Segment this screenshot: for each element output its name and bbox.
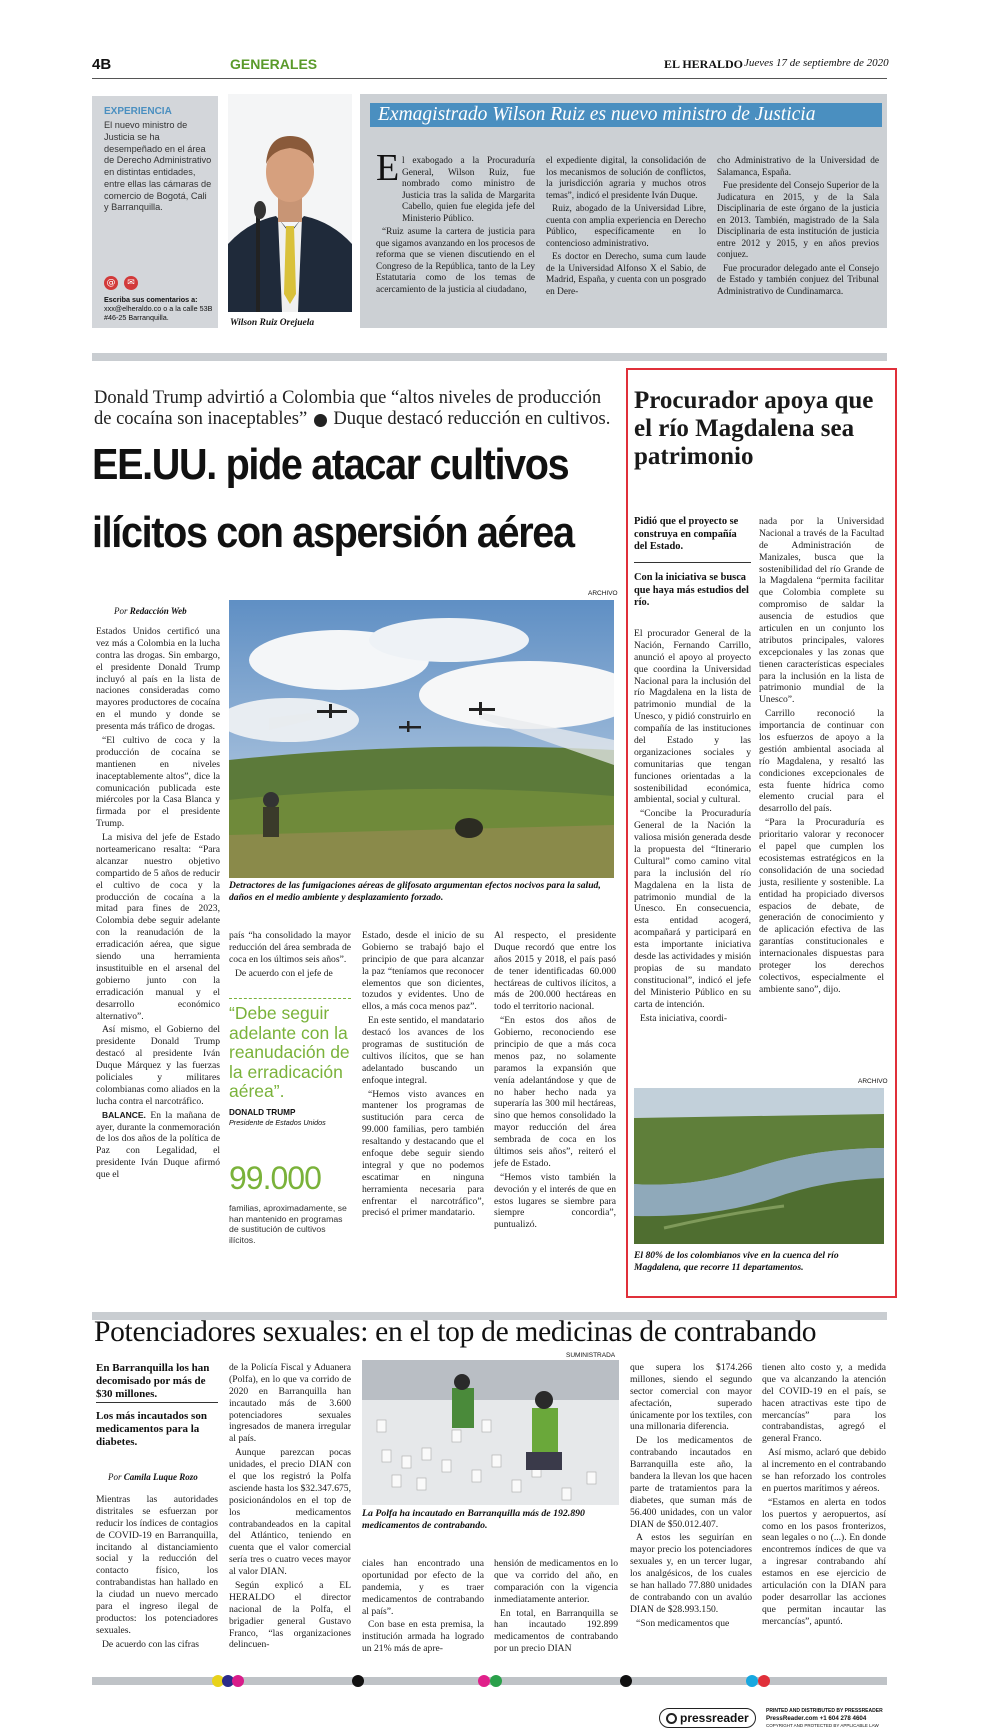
- box-photo-caption: El 80% de los colombianos vive en la cuenca del río Magdalena, que recorre 11 departamentos.: [634, 1250, 839, 1273]
- quote-rule: [229, 998, 351, 999]
- registration-dot-black: [352, 1675, 364, 1687]
- pressreader-icon: [666, 1713, 677, 1724]
- bottom-col3: ciales han encontrado una oportunidad por efecto de la pandemia, y es traer medicamentos de contrabando al país”. Con base en esta premisa, la institución armada ha logrado un 21% más de apre-: [362, 1558, 484, 1655]
- box-col1: El procurador General de la Nación, Fernando Carrillo, anunció el apoyo al proyecto que coordina la Universidad Nacional para la inclusión del río Magdalena en la lista de patrimonio mundial de la Unesco, y pidió construirlo en compañía de las instituciones del Estado y las organizaciones sociales y comunitarias que tengan funciones orientadas a la sostenibilidad económica, ambiental, social y cultural. “Concibe la Procuraduría General de la Nación la valiosa misión generada desde la propuesta del “Itinerario Cultural” como camino vital para la inclusión del río Magdalena en la lista de patrimonio mundial de la Unesco. En consecuencia, esta entidad acogerá, acompañará y participará en esta importante iniciativa desde las actividades y misión propias de su mandato constitucional”, indicó el jefe del Ministerio Público en su carta de intención. Esta iniciativa, coordi-: [634, 628, 751, 1024]
- bottom-headline: Potenciadores sexuales: en el top de medicinas de contrabando: [94, 1316, 817, 1348]
- page-number: 4B: [92, 56, 112, 73]
- masthead: EL HERALDO: [664, 57, 744, 71]
- pressreader-line3: COPYRIGHT AND PROTECTED BY APPLICABLE LAW: [766, 1723, 879, 1728]
- sidebar-text: El nuevo ministro de Justicia se ha desempeñado en el área de Derecho Administrativo en distintas entidades, entre ellas las cámaras de comercio de Bogotá, Cali y Barranquilla.: [104, 120, 212, 213]
- main-photo-caption: Detractores de las fumigaciones aéreas de glifosato argumentan efectos nocivos para la salud, daños en el medio ambiente y desplazamiento forzado.: [229, 880, 601, 903]
- registration-dot-green: [490, 1675, 502, 1687]
- box-sub-rule: [634, 562, 751, 563]
- seized-medicine-photo: [362, 1360, 619, 1505]
- stat-number: 99.000: [229, 1160, 321, 1196]
- spray-planes-photo: [229, 600, 614, 878]
- top-story-col3: cho Administrativo de la Universidad de Salamanca, España. Fue presidente del Consejo Superior de la Judicatura en 2015, y de la Sala Disciplinaria de este órgano de la justicia en 2013. También, magistrado de la Sala Disciplinaria de esta institución de justicia entre 2012 y 2015, y en años previos conjuez. Fue procurador delegado ante el Consejo de Estado y también conjuez del Tribunal Administrativo de Cundinamarca.: [717, 156, 879, 297]
- bottom-sub1: En Barranquilla los han decomisado por más de $30 millones.: [96, 1362, 210, 1401]
- quote-author: DONALD TRUMP: [229, 1108, 296, 1117]
- header-rule: [92, 78, 887, 79]
- top-story-col2: el expediente digital, la consolidación de los mecanismos de solución de conflictos, la jurisdicción agraria y muchos otros temas”, indicó el presidente Iván Duque. Ruiz, abogado de la Universidad Libre, cuenta con amplia experiencia en Derecho Público, específicamente en lo contencioso administrativo. Es doctor en Derecho, suma cum laude de la Universidad Alfonso X el Sabio, de Madrid, España, y cuenta con un posgrado en Dere-: [546, 156, 706, 297]
- main-headline-1: EE.UU. pide atacar cultivos: [92, 440, 569, 489]
- registration-dot-black-2: [620, 1675, 632, 1687]
- sidebar-kicker: EXPERIENCIA: [104, 106, 172, 117]
- section-divider-1: [92, 353, 887, 361]
- main-col2: país “ha consolidado la mayor reducción del área sembrada de coca en los últimos seis años”. De acuerdo con el jefe de: [229, 930, 351, 979]
- section-label: GENERALES: [230, 56, 318, 72]
- box-headline: Procurador apoya que el río Magdalena sea patrimonio: [634, 387, 874, 470]
- bottom-photo-caption: La Polfa ha incautado en Barranquilla más de 192.890 medicamentos de contrabando.: [362, 1508, 585, 1532]
- stat-text: familias, aproximadamente, se han mantenido en programas de sustitución de cultivos ilícitos.: [229, 1203, 347, 1245]
- box-sub1: Pidió que el proyecto se construya en compañía del Estado.: [634, 516, 739, 553]
- registration-dot-cyan: [746, 1675, 758, 1687]
- bottom-sub-rule: [96, 1402, 218, 1403]
- bottom-col6: tienen alto costo y, a medida que va alcanzando la atención del COVID-19 en el país, se hacen atractivas este tipo de mercancías” para los contrabandistas, agregó el general Franco. Así mismo, aclaró que debido al incremento en el contrabando se han reforzado los controles en puertos marítimos y aéreos. “Estamos en alerta en todos los puertos y aeropuertos, así como en los pasos fronterizos, sean legales o no (...). En donde encontremos índices de que va a ingresar contrabando ahí estamos en ese ejercicio de articulación con la DIAN para poder desarrollar las acciones que permitan incautar las mercancías”, apuntó.: [762, 1362, 886, 1627]
- issue-date: Jueves 17 de septiembre de 2020: [744, 57, 889, 69]
- box-photo-credit: ARCHIVO: [858, 1078, 888, 1085]
- bullet-icon: [314, 414, 327, 427]
- bottom-photo-credit: SUMINISTRADA: [566, 1352, 616, 1359]
- email-icon: @: [104, 276, 118, 290]
- main-col4: Al respecto, el presidente Duque recordó que entre los años 2015 y 2018, el país pasó de tener identificadas 60.000 hectáreas de cultivos ilícitos, a más de 200.000 hectáreas en todo el territorio nacional. “En estos dos años de Gobierno, reconociendo ese principio de que a más coca menos paz, no solamente paramos la expansión que venía adelantándose y que de no haber hecho nada ya superaría las 300 mil hectáreas, sino que hemos consolidado la mayor reducción del área sembrada de coca en los últimos seis años”, reiteró el jefe de Estado. “Hemos visto también la devoción y el interés de que en estos lugares se siembre para siempre concordia”, puntualizó.: [494, 930, 616, 1231]
- bottom-col1: Mientras las autoridades distritales se esfuerzan por reducir los índices de contagios de COVID-19 en Barranquilla, incitando al distanciamiento social y la reducción del contacto físico, los contrabandistas han hallado en la ciudad un nuevo mercado para el ingreso ilegal de productos: los potenciadores sexuales. De acuerdo con las cifras: [96, 1494, 218, 1650]
- box-sub2: Con la iniciativa se busca que haya más estudios del río.: [634, 572, 749, 609]
- quote-role: Presidente de Estados Unidos: [229, 1118, 326, 1127]
- river-photo: [634, 1088, 884, 1244]
- top-story-headline: Exmagistrado Wilson Ruiz es nuevo ministro de Justicia: [370, 103, 882, 127]
- minister-photo: [228, 94, 352, 312]
- bottom-col2: de la Policía Fiscal y Aduanera (Polfa), en lo que va corrido de 2020 en Barranquilla han incautado más de 3.600 potenciadores sexuales ingresados de manera irregular al país. Aunque parezcan pocas unidades, el precio DIAN con el que los registró la Polfa asciende hasta los $32.347.675, posicionándolos en el top de los medicamentos contrabandeados en la capital del Atlántico, teniendo en cuenta que el valor comercial sería tres o cuatro veces mayor al valor DIAN. Según explicó a EL HERALDO el director nacional de la Polfa, el brigadier general Gustavo Franco, “las organizaciones delincuen-: [229, 1362, 351, 1651]
- main-deck: Donald Trump advirtió a Colombia que “altos niveles de producción de cocaína son inaceptables” Duque destacó reducción en cultivos.: [94, 388, 611, 430]
- box-col2: nada por la Universidad Nacional a través de la Facultad de Administración de Manizales, busca que la sostenibilidad del río Grande de la Magdalena “permita facilitar que Colombia complete su compromiso de saldar la ausencia de estudios que articulen en un conjunto los atributos principales, valores excepcionales y las zonas que tienen características especiales para la inclusión en la lista de patrimonio mundial de la Unesco”. Carrillo reconoció la importancia de continuar con los esfuerzos de apoyo a la gestión ambiental asociada al río Magdalena, y resaltó las condiciones excepcionales de esta fuente hídrica como elemento crucial para el desarrollo del país. “Para la Procuraduría es prioritario valorar y reconocer el papel que cumplen los ecosistemas estratégicos en la consolidación de una sociedad justa, resiliente y sostenible. La entidad ha propiciado diversos espacios de debate, de generación de conocimiento y de aplicación efectiva de las garantías constitucionales e internacionales dispuestas para proteger los derechos colectivos, especialmente el ambiente sano”, dijo.: [759, 516, 884, 995]
- bottom-col5: que supera los $174.266 millones, siendo el segundo sector comercial con mayor afectación, superado únicamente por los textiles, con una millonaria diferencia. De los medicamentos de contrabando incautados en Barranquilla este año, la bandera la llevan los que hacen parte de tratamientos para la diabetes, que suman más de 56.400 unidades, con un valor DIAN de $50.012.407. A estos les seguirían en mayor precio los potenciadores sexuales y, en un tercer lugar, los analgésicos, de los cuales se han hallado 77.880 unidades de contrabando con un avalúo DIAN de $28.993.150. “Son medicamentos que: [630, 1362, 752, 1629]
- pressreader-logo: pressreader: [659, 1708, 756, 1728]
- comments-title: Escriba sus comentarios a:: [104, 295, 198, 304]
- main-col1: Estados Unidos certificó una vez más a Colombia en la lucha contra las drogas. Sin embargo, el presidente Donald Trump incluyó al país en la lista de naciones consideradas como mayores productores de cocaína en el mundo y donde se presenta más tráfico de drogas. “El cultivo de coca y la producción de cocaína se mantienen en niveles inaceptablemente altos”, dice la comunicación publicada este miércoles por la Casa Blanca y firmada por el presidente Trump. La misiva del jefe de Estado norteamericano resalta: “Para alcanzar nuestro objetivo compartido de 5 años de reducir el cultivo de coca y la producción de cocaína a la mitad para fines de 2023, Colombia debe seguir adelante con la reanudación de la erradicación aérea, que sigue siendo una herramienta insustituible en el arsenal del gobierno junto con la erradicación manual y el desarrollo económico alternativo”. Así mismo, el Gobierno del presidente Donald Trump destacó al presidente Iván Duque Márquez y las fuerzas policiales y militares colombianas como aliados en la lucha contra el narcotráfico. BALANCE. En la mañana de ayer, durante la conmemoración de los dos años de la política de Paz con Legalidad, el presidente Iván Duque afirmó que el: [96, 626, 220, 1181]
- comments-address: xxx@elheraldo.co o a la calle 53B #46-25 Barranquilla.: [104, 304, 213, 322]
- byline: Por Redacción Web: [114, 606, 187, 616]
- photo-credit: ARCHIVO: [588, 590, 618, 597]
- registration-dot-pink: [478, 1675, 490, 1687]
- registration-dot-red: [758, 1675, 770, 1687]
- mail-icon: ✉: [124, 276, 138, 290]
- pressreader-line2: PressReader.com +1 604 278 4604: [766, 1715, 867, 1722]
- bottom-col4: hensión de medicamentos en lo que va corrido del año, en comparación con la vigencia inmediatamente anterior. En total, en Barranquilla se han incautado 192.899 medicamentos de contrabando por un precio DIAN: [494, 1558, 618, 1655]
- dropcap: E: [376, 147, 400, 189]
- main-headline-2: ilícitos con aspersión aérea: [92, 508, 574, 557]
- registration-dot-magenta: [232, 1675, 244, 1687]
- main-col3: Estado, desde el inicio de su Gobierno se trabajó bajo el principio de que para alcanzar la paz “teníamos que reconocer elementos que son dicientes, tozudos y evidentes. Uno de ellos, a más coca menos paz”. En este sentido, el mandatario destacó los avances de los programas de sustitución de cultivos ilícitos, que se han adelantado buscando un enfoque integral. “Hemos visto avances en mantener los programas de sustitución para cerca de 99.000 familias, pero también resaltando y destacando que el enfoque debe seguir siendo integral y que no podemos escatimar en ninguna herramienta necesaria para enfrentar el narcotráfico”, precisó el primer mandatario.: [362, 930, 484, 1219]
- bottom-byline: Por Camila Luque Rozo: [108, 1472, 198, 1482]
- photo-caption-minister: Wilson Ruiz Orejuela: [230, 318, 315, 328]
- pull-quote: “Debe seguir adelante con la reanudación de la erradicación aérea”.: [229, 1003, 350, 1102]
- pressreader-line1: PRINTED AND DISTRIBUTED BY PRESSREADER: [766, 1708, 883, 1714]
- bottom-sub2: Los más incautados son medicamentos para la diabetes.: [96, 1410, 207, 1449]
- top-story-col1: l exabogado a la Procuraduría General, Wilson Ruiz, fue nombrado como ministro de Justicia tras la salida de Margarita Cabello, quien fue elegida jefe del Ministerio Público. “Ruiz asume la cartera de justicia para que sigamos avanzando en los procesos de reforma que se vienen discutiendo en el Congreso de la República, tanto de la Ley Estatutaria como de los temas de acercamiento de la justicia al ciudadano,: [376, 156, 535, 295]
